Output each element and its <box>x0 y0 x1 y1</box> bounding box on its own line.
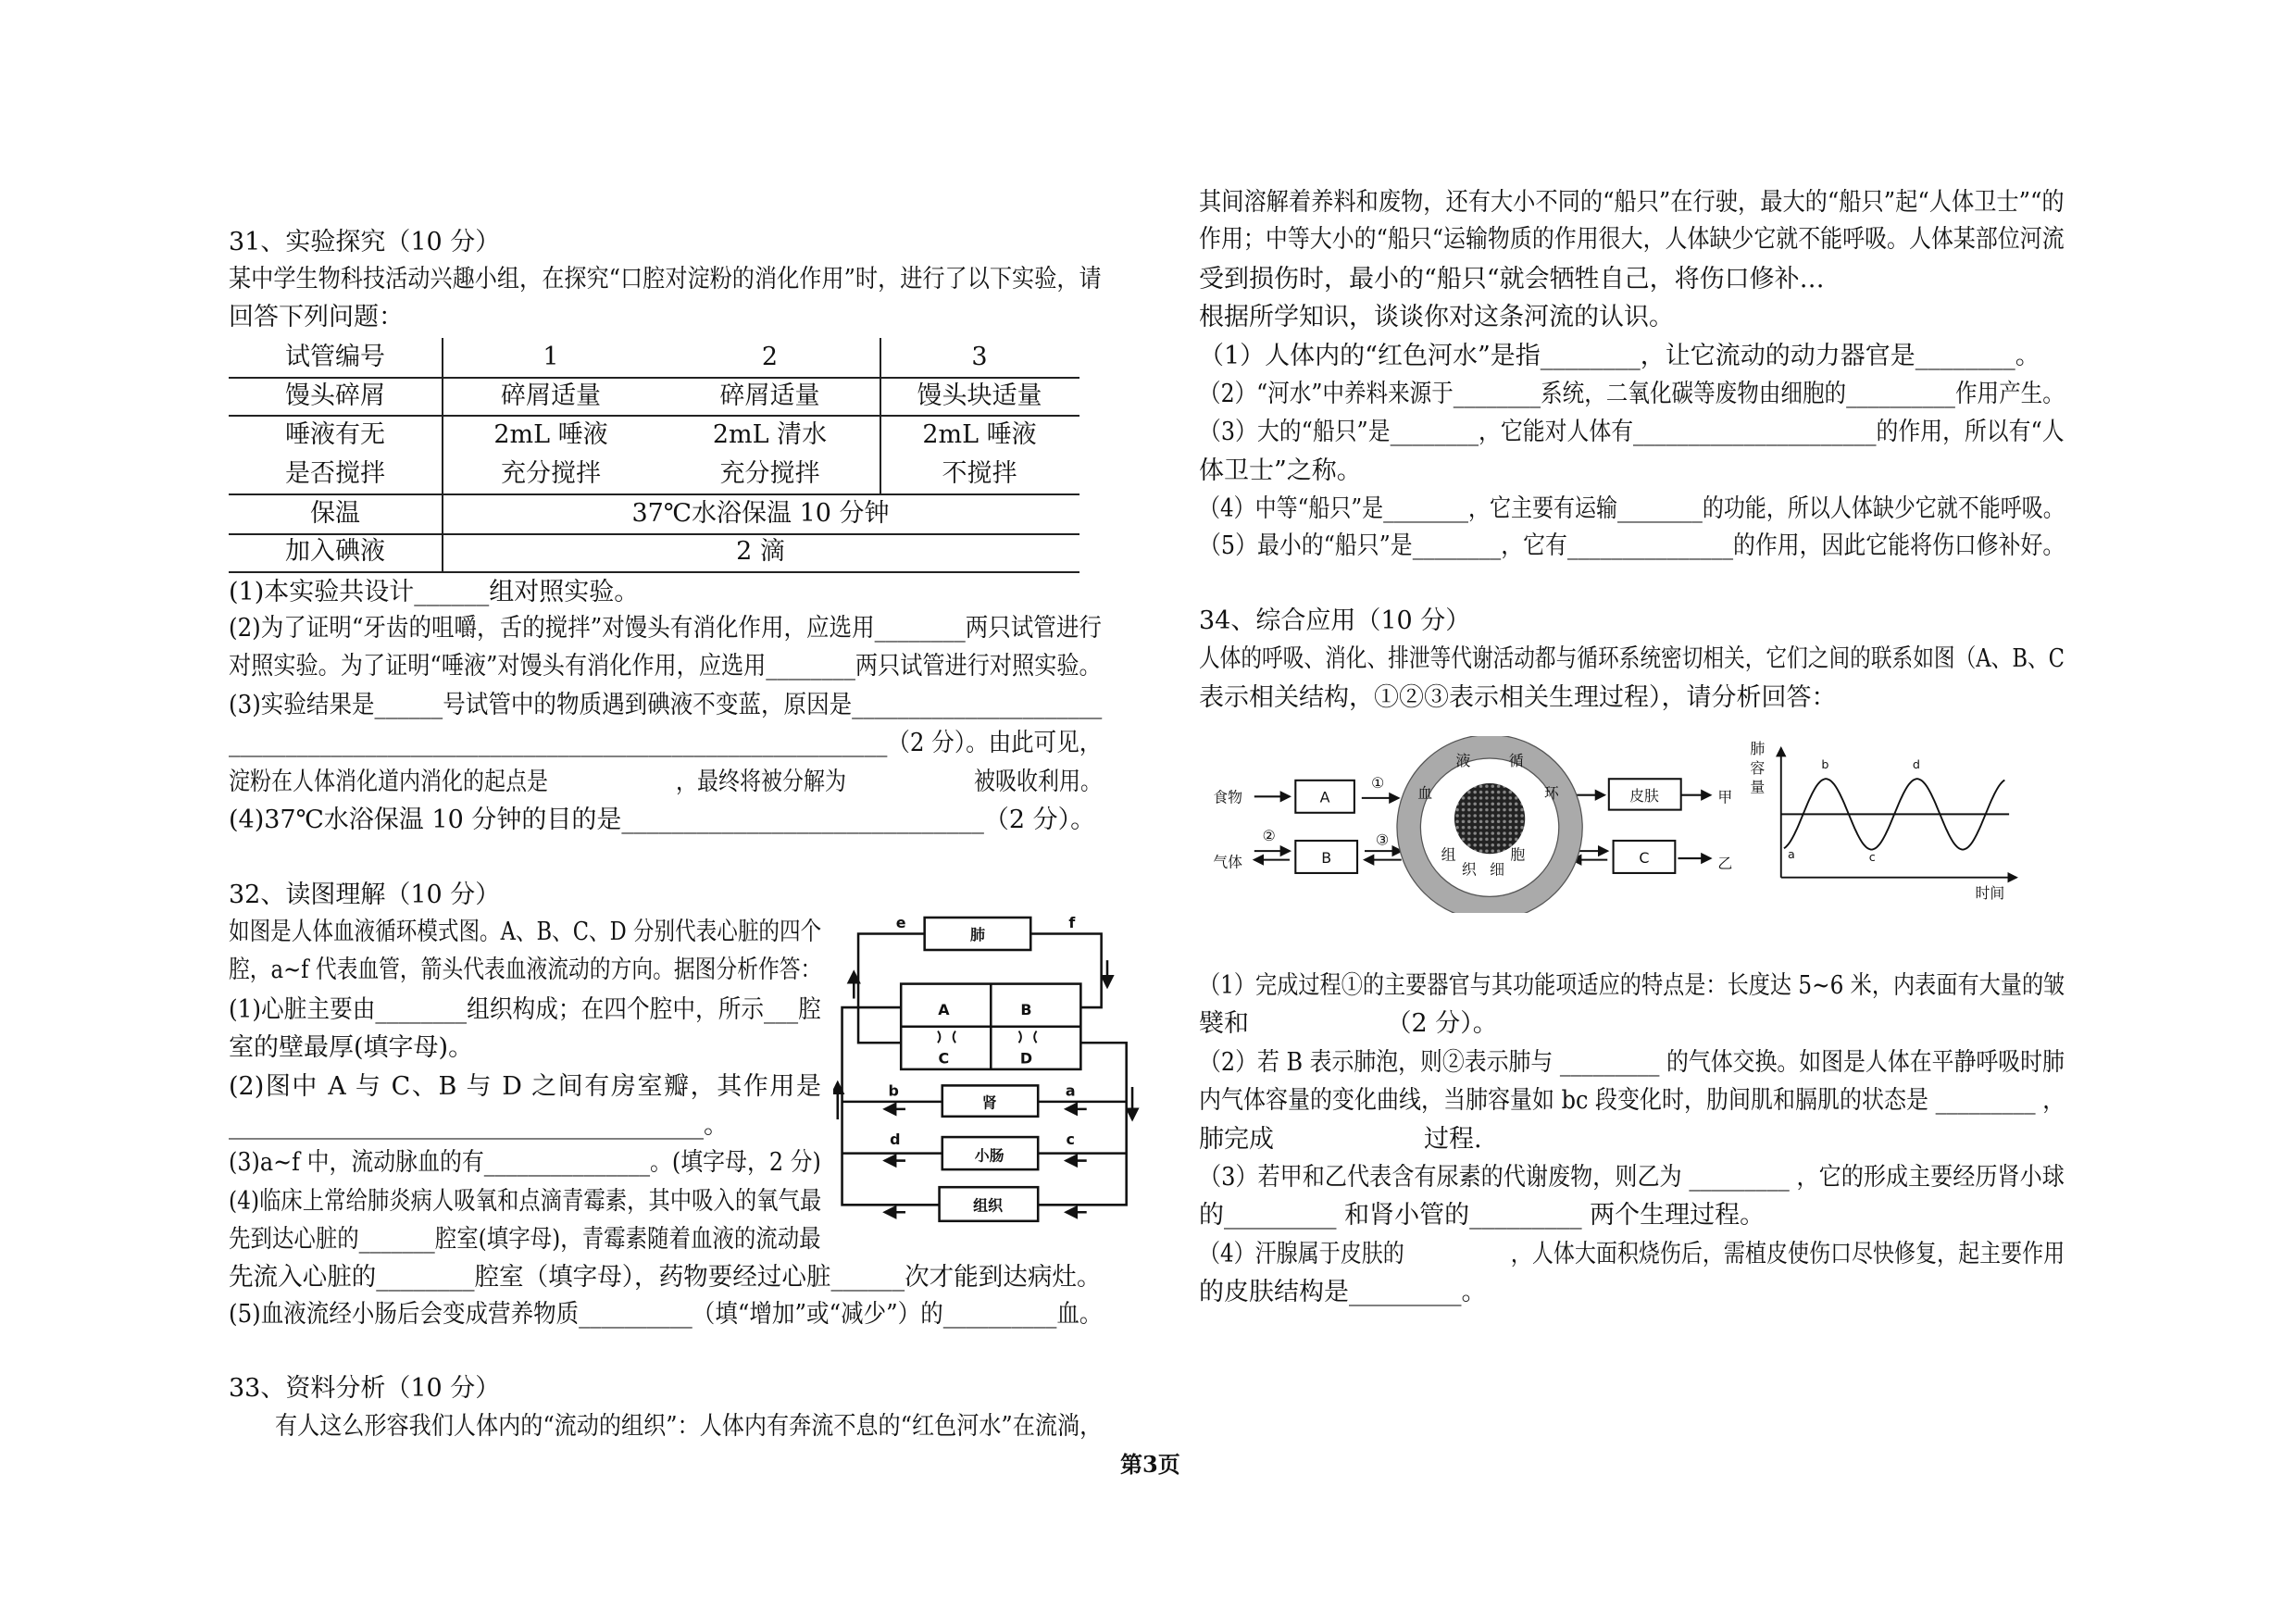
table-cell: 是否搅拌 <box>285 459 385 488</box>
table-cell: 2mL 清水 <box>712 420 828 449</box>
table-cell: 2mL 唾液 <box>922 420 1037 449</box>
process-3-label: ③ <box>1375 831 1390 849</box>
question-line: （2）若 B 表示肺泡，则②表示肺与 _________ 的气体交换。如图是人体在平静呼吸时肺 <box>1199 1048 2065 1077</box>
vessel-label: c <box>1066 1131 1075 1149</box>
q33-title: 33、资料分析（10 分） <box>229 1374 501 1403</box>
chamber-label: A <box>938 1001 950 1019</box>
question-line: 肺完成 过程. <box>1199 1125 1482 1154</box>
table-header: 试管编号 <box>285 343 385 371</box>
chart-ylabel: 肺 <box>1750 740 1766 758</box>
chart-xlabel: 时间 <box>1975 883 2005 902</box>
question-line: (1)心脏主要由________组织构成；在四个腔中，所示___腔 <box>229 995 821 1024</box>
chamber-label: D <box>1019 1049 1033 1068</box>
question-line: 的_________ 和肾小管的_________ 两个生理过程。 <box>1199 1201 1766 1230</box>
question-line: 淀粉在人体消化道内消化的起点是 ，最终将被分解为 被吸收利用。 <box>229 768 1103 796</box>
question-line: 先流入心脏的________腔室（填字母），药物要经过心脏______次才能到达病灶。 <box>229 1263 1102 1292</box>
table-cell: 充分搅拌 <box>719 459 820 488</box>
question-line: 受到损伤时，最小的“船只“就会牺牲自己，将伤口修补… <box>1199 265 1825 294</box>
yi-label: 乙 <box>1717 855 1733 873</box>
table-cell: 2 滴 <box>736 537 785 566</box>
table-divider <box>229 493 1079 495</box>
blood-circulation-diagram <box>833 903 1140 1231</box>
metabolism-diagram <box>1200 736 2024 913</box>
table-header: 1 <box>543 343 559 371</box>
q34-title: 34、综合应用（10 分） <box>1199 606 1471 635</box>
tissue-label: 组织 <box>973 1196 1004 1215</box>
question-line: 对照实验。为了证明“唾液”对馒头有消化作用，应选用________两只试管进行对照实验。 <box>229 652 1102 681</box>
chamber-label: B <box>1020 1001 1032 1019</box>
chart-ylabel: 量 <box>1750 778 1766 796</box>
question-line: 根据所学知识，谈谈你对这条河流的认识。 <box>1199 303 1674 331</box>
process-1-label: ① <box>1371 773 1385 792</box>
table-cell: 馒头碎屑 <box>285 381 385 410</box>
question-line: (1)本实验共设计______组对照实验。 <box>229 578 640 606</box>
question-line: （4）汗腺属于皮肤的 ，人体大面积烧伤后，需植皮使伤口尽快修复，起主要作用 <box>1199 1240 2065 1268</box>
table-header: 3 <box>971 343 988 371</box>
q34-intro: 人体的呼吸、消化、排泄等代谢活动都与循环系统密切相关，它们之间的联系如图（A、B、C <box>1199 644 2065 673</box>
question-line: 内气体容量的变化曲线，当肺容量如 bc 段变化时，肋间肌和膈肌的状态是 _________ ， <box>1199 1086 2065 1115</box>
ring-label: 液 <box>1455 751 1471 769</box>
question-line: (4)临床上常给肺炎病人吸氧和点滴青霉素，其中吸入的氧气最 <box>229 1187 822 1216</box>
kidney-label: 肾 <box>981 1093 997 1112</box>
question-line: （3）大的“船只”是________，它能对人体有______________________的作用，所以有“人 <box>1199 418 2065 446</box>
ring-label: 环 <box>1543 783 1559 802</box>
cells-label: 织 <box>1461 860 1477 879</box>
question-line: (4)37℃水浴保温 10 分钟的目的是_____________________________（2 分）。 <box>229 806 1096 834</box>
question-line: 的皮肤结构是_________。 <box>1199 1278 1487 1306</box>
question-line: （4）中等“船只”是________，它主要有运输________的功能，所以人体缺少它就不能呼吸。 <box>1199 494 2065 523</box>
q31-title: 31、实验探究（10 分） <box>229 228 501 256</box>
question-line: （2）“河水”中养料来源于________系统，二氧化碳等废物由细胞的__________作用产生。 <box>1199 380 2065 408</box>
point-label: c <box>1868 850 1876 865</box>
question-line: （5）最小的“船只”是________，它有_______________的作用，因此它能将伤口修补好。 <box>1199 531 2065 560</box>
table-header: 2 <box>761 343 779 371</box>
table-cell: 碎屑适量 <box>501 381 601 410</box>
question-line: (2)为了证明“牙齿的咀嚼，舌的搅拌”对馒头有消化作用，应选用________两只试管进行 <box>229 614 1102 643</box>
question-line: （3）若甲和乙代表含有尿素的代谢废物，则乙为 _________ ，它的形成主要经历肾小球 <box>1199 1163 2065 1192</box>
table-cell: 馒头块适量 <box>917 381 1042 410</box>
lung-label: 肺 <box>969 925 985 943</box>
question-line: （1）完成过程①的主要器官与其功能项适应的特点是：长度达 5~6 米，内表面有大量的皱 <box>1199 971 2065 1000</box>
question-line: 作用；中等大小的“船只“运输物质的作用很大，人体缺少它就不能呼吸。人体某部位河流 <box>1199 225 2065 254</box>
question-line: (3)a~f 中，流动脉血的有_______________。(填字母，2 分) <box>229 1148 821 1177</box>
point-label: d <box>1912 757 1921 772</box>
table-cell: 不搅拌 <box>942 459 1017 488</box>
table-divider <box>229 415 1079 417</box>
cells-label: 细 <box>1490 860 1504 879</box>
question-line: ______________________________________。 <box>229 1111 729 1140</box>
table-divider <box>229 571 1079 573</box>
table-divider <box>229 377 1079 379</box>
page-number: 第3页 <box>1120 1451 1180 1478</box>
structure-a-label: A <box>1319 788 1330 806</box>
table-cell: 37℃水浴保温 10 分钟 <box>631 499 890 528</box>
tissue-cells-image <box>1454 783 1525 854</box>
process-2-label: ② <box>1262 826 1276 844</box>
table-cell: 2mL 唾液 <box>493 420 608 449</box>
pulmonary-artery-line <box>1030 933 1101 1007</box>
table-cell: 保温 <box>310 499 360 528</box>
question-line: 腔，a~f 代表血管，箭头代表血液流动的方向。据图分析作答： <box>229 956 822 984</box>
question-line: (2)图中 A 与 C、B 与 D 之间有房室瓣，其作用是 <box>229 1072 821 1101</box>
q32-title: 32、读图理解（10 分） <box>229 881 501 909</box>
intestine-label: 小肠 <box>974 1146 1004 1165</box>
vessel-label: e <box>895 914 906 932</box>
question-line: __________________________________________________________（2 分）。由此可见， <box>229 729 1103 757</box>
structure-b-label: B <box>1321 848 1332 867</box>
table-cell: 加入碘液 <box>285 537 385 566</box>
food-label: 食物 <box>1213 788 1243 806</box>
skin-label: 皮肤 <box>1629 787 1659 806</box>
table-cell: 充分搅拌 <box>501 459 601 488</box>
structure-c-label: C <box>1639 848 1650 867</box>
q34-intro: 表示相关结构，①②③表示相关生理过程），请分析回答： <box>1199 683 1837 712</box>
cells-label: 组 <box>1441 845 1456 864</box>
question-line: 室的壁最厚(填字母)。 <box>229 1033 474 1062</box>
gas-label: 气体 <box>1213 853 1243 871</box>
table-cell: 碎屑适量 <box>719 381 820 410</box>
jia-label: 甲 <box>1717 788 1733 806</box>
vessel-label: d <box>890 1131 901 1149</box>
ring-label: 血 <box>1417 783 1433 802</box>
question-line: （1）人体内的“红色河水”是指________，让它流动的动力器官是________。 <box>1199 342 2040 370</box>
vessel-label: a <box>1065 1081 1076 1100</box>
cells-label: 胞 <box>1510 845 1526 864</box>
vessel-label: f <box>1068 914 1076 932</box>
vessel-label: b <box>888 1081 899 1100</box>
question-line: 先到达心脏的_______腔室(填字母)，青霉素随着血液的流动最 <box>229 1225 821 1254</box>
question-line: 有人这么形容我们人体内的“流动的组织”：人体内有奔流不息的“红色河水”在流淌， <box>275 1412 1103 1441</box>
question-line: 如图是人体血液循环模式图。A、B、C、D 分别代表心脏的四个 <box>229 918 822 946</box>
point-label: b <box>1821 757 1829 772</box>
question-line: 其间溶解着养料和废物，还有大小不同的“船只”在行驶，最大的“船只”起“人体卫士”“的 <box>1199 188 2065 217</box>
question-line: (3)实验结果是______号试管中的物质遇到碘液不变蓝，原因是______________________ <box>229 691 1103 719</box>
table-cell: 唾液有无 <box>285 420 385 449</box>
ring-label: 循 <box>1508 751 1524 769</box>
question-line: 襞和 （2 分）。 <box>1199 1009 1498 1038</box>
chart-ylabel: 容 <box>1750 758 1766 777</box>
question-line: (5)血液流经小肠后会变成营养物质__________（填“增加”或“减少”）的__________血。 <box>229 1300 1103 1329</box>
q31-intro: 某中学生物科技活动兴趣小组，在探究“口腔对淀粉的消化作用”时，进行了以下实验，请 <box>229 265 1102 294</box>
q31-intro: 回答下列问题： <box>229 303 404 331</box>
point-label: a <box>1787 847 1795 862</box>
question-line: 体卫士”之称。 <box>1199 456 1362 485</box>
chamber-label: C <box>938 1049 950 1068</box>
